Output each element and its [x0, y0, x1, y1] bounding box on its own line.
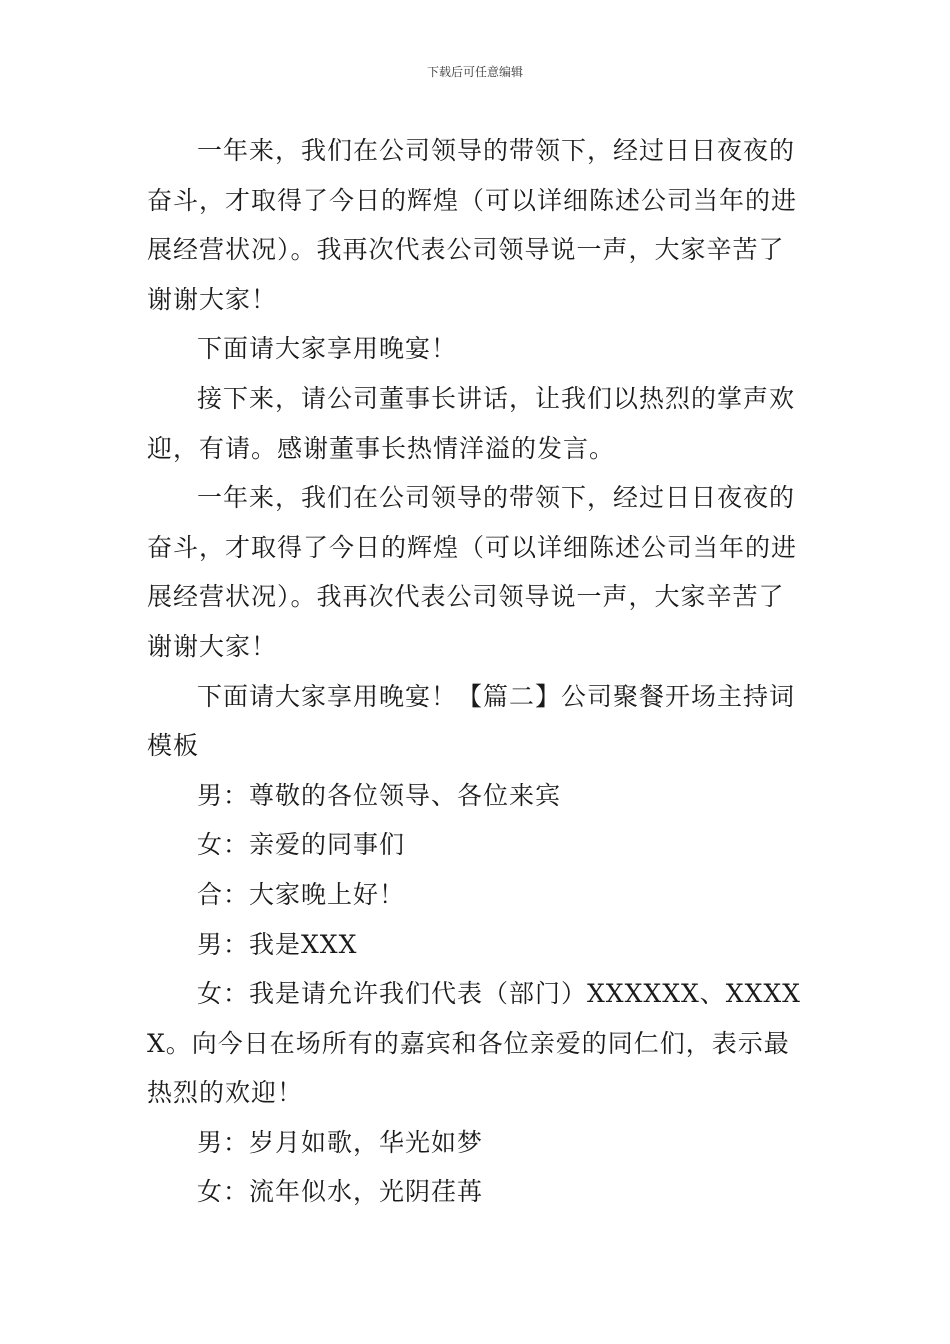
paragraph: 合：大家晚上好！	[197, 879, 406, 909]
document-body	[147, 126, 809, 1217]
paragraph: 一年来，我们在公司领导的带领下，经过日日夜夜的奋斗，才取得了今日的辉煌（可以详细陈述公司当年的进展经营状况）。我再次代表公司领导说一声，大家辛苦了谢谢大家！	[147, 483, 798, 661]
paragraph: 男：尊敬的各位领导、各位来宾	[197, 780, 562, 810]
paragraph: 下面请大家享用晚宴！【篇二】公司聚餐开场主持词模板	[147, 681, 796, 761]
paragraph: 男：岁月如歌，华光如梦	[197, 1127, 484, 1157]
paragraph: 女：流年似水，光阴荏苒	[197, 1177, 484, 1207]
paragraph: 女：亲爱的同事们	[197, 830, 406, 860]
paragraph: 男：我是XXX	[197, 929, 358, 959]
paragraph: 一年来，我们在公司领导的带领下，经过日日夜夜的奋斗，才取得了今日的辉煌（可以详细陈述公司当年的进展经营状况）。我再次代表公司领导说一声，大家辛苦了谢谢大家！	[147, 136, 798, 314]
paragraph: 下面请大家享用晚宴！	[197, 334, 458, 364]
page-header: 下载后可任意编辑	[426, 65, 523, 79]
paragraph: 接下来，请公司董事长讲话，让我们以热烈的掌声欢迎，有请。感谢董事长热情洋溢的发言。	[147, 383, 796, 463]
paragraph: 女：我是请允许我们代表（部门）XXXXXX、XXXXX。向今日在场所有的嘉宾和各位亲爱的同仁们，表示最热烈的欢迎！	[147, 979, 801, 1108]
